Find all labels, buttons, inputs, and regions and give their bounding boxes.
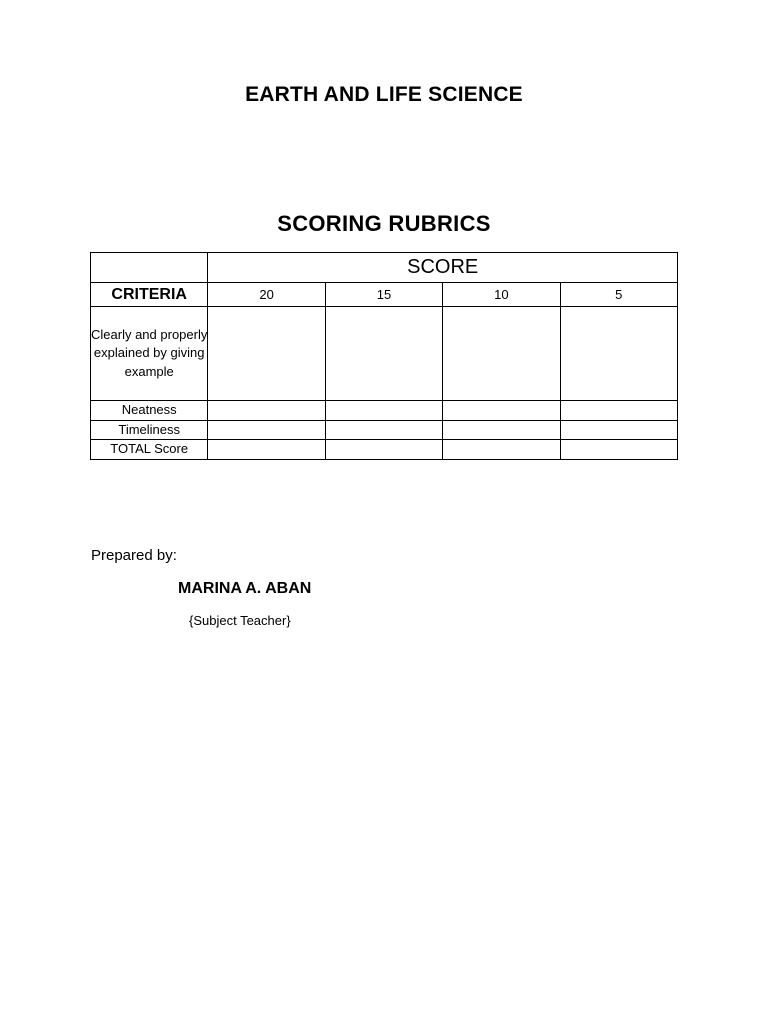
score-cell xyxy=(208,440,325,460)
score-cell xyxy=(208,401,325,421)
score-cell xyxy=(325,307,442,401)
criterion-neatness: Neatness xyxy=(91,401,208,421)
teacher-role: {Subject Teacher} xyxy=(189,613,291,628)
score-cell xyxy=(443,307,560,401)
score-cell xyxy=(325,420,442,440)
table-row xyxy=(91,401,678,421)
score-cell xyxy=(560,440,677,460)
score-cell xyxy=(560,420,677,440)
score-cell xyxy=(325,401,442,421)
prepared-by-label: Prepared by: xyxy=(91,547,177,564)
score-cell xyxy=(443,440,560,460)
score-cell xyxy=(560,401,677,421)
criterion-explanation: Clearly and properly explained by giving example xyxy=(91,307,208,401)
score-cell xyxy=(443,420,560,440)
table-row xyxy=(91,253,678,283)
criterion-total-score: TOTAL Score xyxy=(91,440,208,460)
score-points-20: 20 xyxy=(208,283,325,307)
table-row xyxy=(91,307,678,401)
score-points-10: 10 xyxy=(443,283,560,307)
scoring-rubric-table xyxy=(90,252,678,460)
empty-header-cell xyxy=(91,253,208,283)
score-cell xyxy=(208,420,325,440)
score-cell xyxy=(325,440,442,460)
table-row xyxy=(91,420,678,440)
table-row xyxy=(91,440,678,460)
score-cell xyxy=(560,307,677,401)
teacher-name: MARINA A. ABAN xyxy=(178,580,312,597)
score-points-5: 5 xyxy=(560,283,677,307)
criteria-header: CRITERIA xyxy=(91,283,208,307)
table-row xyxy=(91,283,678,307)
score-header: SCORE xyxy=(208,253,678,283)
score-cell xyxy=(208,307,325,401)
rubric-title: SCORING RUBRICS xyxy=(277,211,491,236)
document-title: EARTH AND LIFE SCIENCE xyxy=(245,83,523,106)
score-points-15: 15 xyxy=(325,283,442,307)
criterion-timeliness: Timeliness xyxy=(91,420,208,440)
score-cell xyxy=(443,401,560,421)
